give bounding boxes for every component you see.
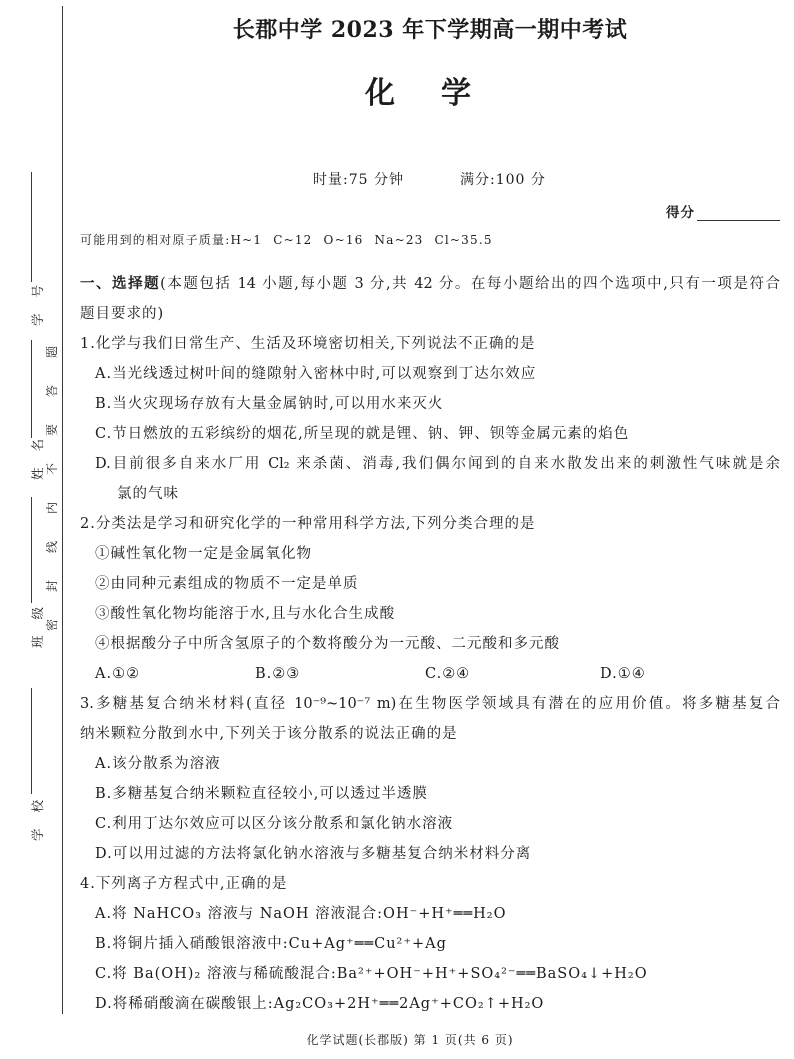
question-1-option-b — [80, 389, 780, 419]
question-number: 4. — [80, 876, 96, 892]
option-key: C. — [95, 966, 113, 982]
option-key: B. — [95, 396, 113, 412]
option-key: D. — [600, 666, 618, 682]
option-text: 目前很多自来水厂用 Cl₂ 来杀菌、消毒,我们偶尔闻到的自来水散发出来的刺激性气味就是余 — [110, 456, 780, 472]
question-number: 2. — [80, 516, 96, 532]
question-stem-text: 下列离子方程式中,正确的是 — [95, 876, 288, 892]
statement-text: ①碱性氧化物一定是金属氧化物 — [95, 546, 312, 562]
student-id-label: 学号 — [30, 268, 45, 326]
option-text: ②④ — [442, 666, 471, 682]
score-label: 得分 — [666, 205, 695, 221]
seal-line-notice: 密封线内不要答题 — [45, 318, 59, 631]
question-3-option-a — [80, 749, 780, 779]
question-2-statement-3 — [80, 599, 780, 629]
question-4-stem — [80, 869, 780, 899]
subject-title: 化学 — [365, 76, 517, 111]
question-2-options-row — [80, 659, 780, 689]
option-text: 当火灾现场存放有大量金属钠时,可以用水来灭火 — [112, 396, 444, 412]
question-4-option-b — [80, 929, 780, 959]
option-key: D. — [95, 996, 113, 1012]
question-4-option-c — [80, 959, 780, 989]
name-label: 姓名 — [30, 422, 45, 480]
question-1-option-c — [80, 419, 780, 449]
option-key: B. — [95, 786, 113, 802]
question-2-option-b — [255, 659, 300, 689]
question-2-option-d — [600, 659, 646, 689]
question-stem-text: 分类法是学习和研究化学的一种常用科学方法,下列分类合理的是 — [95, 516, 536, 532]
section-instructions-text: 题目要求的) — [80, 306, 165, 322]
question-number: 3. — [80, 696, 94, 712]
question-2-statement-1 — [80, 539, 780, 569]
exam-title: 长郡中学 2023 年下学期高一期中考试 — [232, 17, 628, 43]
section-heading: 一、选择题 — [80, 275, 161, 292]
option-text: ②③ — [272, 666, 301, 682]
option-text: 将 NaHCO₃ 溶液与 NaOH 溶液混合:OH⁻+H⁺══H₂O — [112, 906, 507, 922]
school-blank-line — [31, 688, 32, 794]
option-text: 氯的气味 — [117, 486, 179, 502]
question-2-statement-4 — [80, 629, 780, 659]
question-3-stem-continued — [80, 719, 780, 749]
option-key: D. — [95, 846, 113, 862]
option-key: C. — [95, 426, 113, 442]
option-text: 将铜片插入硝酸银溶液中:Cu+Ag⁺══Cu²⁺+Ag — [112, 936, 447, 952]
option-key: C. — [425, 666, 443, 682]
statement-text: ③酸性氧化物均能溶于水,且与水化合生成酸 — [95, 606, 396, 622]
option-text: 利用丁达尔效应可以区分该分散系和氯化钠水溶液 — [112, 816, 454, 832]
question-stem-text: 纳米颗粒分散到水中,下列关于该分散系的说法正确的是 — [80, 726, 458, 742]
option-text: ①④ — [617, 666, 646, 682]
option-text: 该分散系为溶液 — [112, 756, 221, 772]
option-key: B. — [95, 936, 113, 952]
option-key: A. — [95, 906, 113, 922]
school-label: 学校 — [30, 783, 45, 841]
question-3-option-c — [80, 809, 780, 839]
question-2-option-c — [425, 659, 470, 689]
option-text: 可以用过滤的方法将氯化钠水溶液与多糖基复合纳米材料分离 — [112, 846, 532, 862]
option-key: A. — [95, 366, 113, 382]
question-2-statement-2 — [80, 569, 780, 599]
option-key: B. — [255, 666, 273, 682]
page-footer: 化学试题(长郡版) 第 1 页(共 6 页) — [306, 1033, 514, 1047]
question-3-stem — [80, 689, 780, 719]
option-key: C. — [95, 816, 113, 832]
question-stem-text: 多糖基复合纳米材料(直径 10⁻⁹~10⁻⁷ m)在生物医学领域具有潜在的应用价值。将多糖基复合 — [93, 696, 780, 712]
option-key: D. — [95, 456, 111, 472]
option-text: 节日燃放的五彩缤纷的烟花,所呈现的就是锂、钠、钾、钡等金属元素的焰色 — [112, 426, 630, 442]
section-instructions-text: (本题包括 14 小题,每小题 3 分,共 42 分。在每小题给出的四个选项中,只有一项是符合 — [160, 276, 780, 292]
class-blank-line — [31, 497, 32, 603]
option-text: ①② — [112, 666, 141, 682]
question-number: 1. — [80, 336, 96, 352]
question-3-option-d — [80, 839, 780, 869]
question-4-option-d — [80, 989, 780, 1019]
question-2-option-a — [95, 659, 140, 689]
relative-atomic-masses: 可能用到的相对原子质量:H~1 C~12 O~16 Na~23 Cl~35.5 — [80, 233, 493, 247]
class-label: 班级 — [30, 590, 45, 648]
question-1-option-d — [80, 449, 780, 479]
option-text: 将 Ba(OH)₂ 溶液与稀硫酸混合:Ba²⁺+OH⁻+H⁺+SO₄²⁻══BaSO₄↓+H₂O — [112, 966, 648, 982]
score-blank-line — [697, 220, 780, 221]
question-1-stem — [80, 329, 780, 359]
option-key: A. — [95, 756, 113, 772]
question-2-stem — [80, 509, 780, 539]
option-text: 当光线透过树叶间的缝隙射入密林中时,可以观察到丁达尔效应 — [112, 366, 537, 382]
section-instructions-line — [80, 299, 780, 329]
question-stem-text: 化学与我们日常生产、生活及环境密切相关,下列说法不正确的是 — [95, 336, 536, 352]
binding-line — [62, 6, 63, 1014]
exam-full-score: 满分:100 分 — [460, 172, 546, 188]
question-1-option-a — [80, 359, 780, 389]
question-1-option-d-continued — [80, 479, 780, 509]
statement-text: ②由同种元素组成的物质不一定是单质 — [95, 576, 359, 592]
question-4-option-a — [80, 899, 780, 929]
option-text: 将稀硝酸滴在碳酸银上:Ag₂CO₃+2H⁺══2Ag⁺+CO₂↑+H₂O — [112, 996, 545, 1012]
question-section — [80, 269, 780, 1021]
exam-duration: 时量:75 分钟 — [313, 172, 404, 188]
statement-text: ④根据酸分子中所含氢原子的个数将酸分为一元酸、二元酸和多元酸 — [95, 636, 560, 652]
option-key: A. — [95, 666, 113, 682]
student-id-blank-line — [31, 172, 32, 282]
question-3-option-b — [80, 779, 780, 809]
section-instructions-line — [80, 269, 780, 299]
option-text: 多糖基复合纳米颗粒直径较小,可以透过半透膜 — [112, 786, 428, 802]
